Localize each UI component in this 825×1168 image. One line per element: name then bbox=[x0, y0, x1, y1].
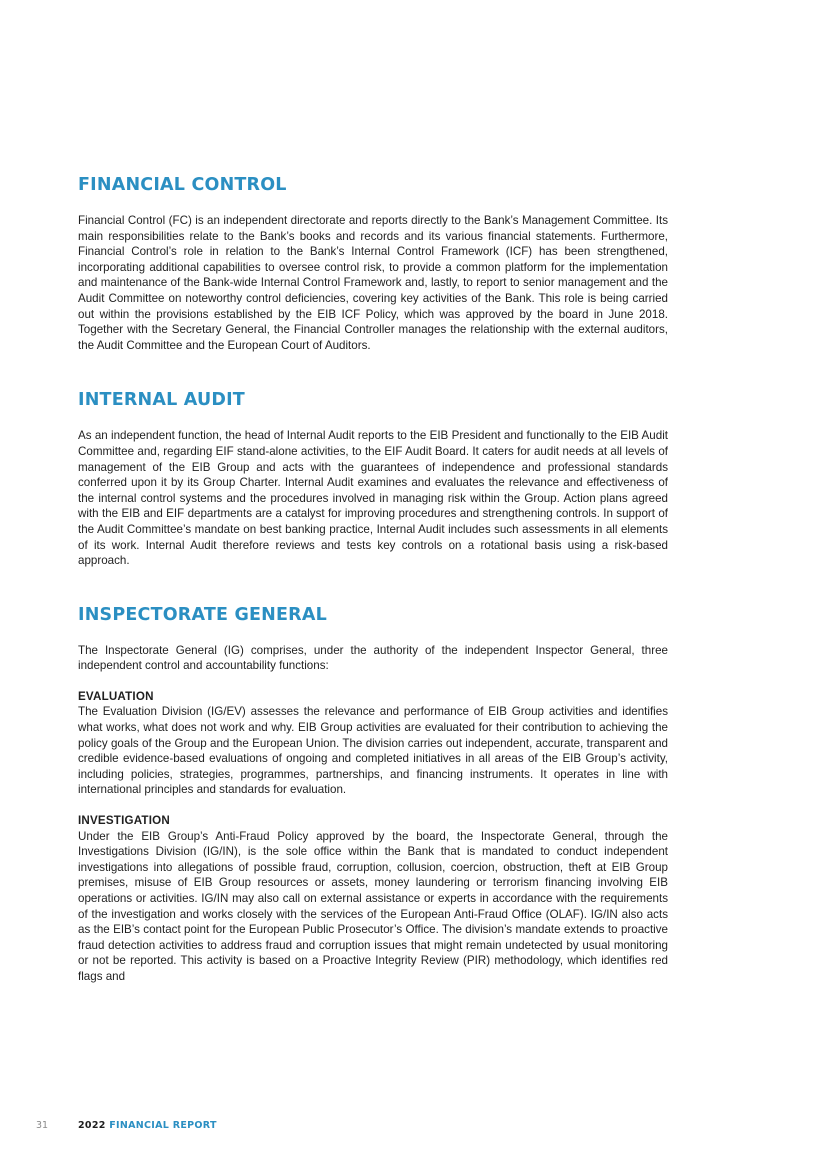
subsection-investigation bbox=[78, 813, 668, 985]
paragraph-inspectorate-intro: The Inspectorate General (IG) comprises, under the authority of the independent Inspector General, three independent control and accountability functions: bbox=[78, 643, 668, 673]
report-year: 2022 bbox=[78, 1120, 106, 1131]
paragraph-internal-audit: As an independent function, the head of Internal Audit reports to the EIB President and functionally to the EIB Audit Committee and, regarding EIF stand-alone activities, to the EIF Audit Board. It caters for audit needs at all levels of management of the EIB Group and acts with the guarantees of independence and professional standards conferred upon it by its Group Charter. Internal Audit examines and evaluates the relevance and effectiveness of the internal control systems and the procedures involved in managing risk within the Group. Action plans agreed with the EIB and EIF departments are a catalyst for improving procedures and strengthening controls. In support of the Audit Committee’s mandate on best banking practice, Internal Audit includes such assessments in all elements of its work. Internal Audit therefore reviews and tests key controls on a rotational basis using a risk-based approach. bbox=[78, 429, 668, 568]
paragraph-investigation: Under the EIB Group’s Anti-Fraud Policy approved by the board, the Inspectorate General, through the Investigations Division (IG/IN), is the sole office within the Bank that is mandated to conduct independent investigations into allegations of possible fraud, corruption, collusion, coercion, obstruction, theft at EIB Group premises, misuse of EIB Group resources or assets, money laundering or terrorism financing involving EIB operations or activities. IG/IN may also call on external assistance or experts in accordance with the requirements of the investigation and works closely with the services of the European Anti-Fraud Office (OLAF). IG/IN also acts as the EIB’s contact point for the European Public Prosecutor’s Office. The division’s mandate extends to proactive fraud detection activities to address fraud and corruption issues that might remain undetected by usual monitoring or not be reported. This activity is based on a Proactive Integrity Review (PIR) methodology, which identifies red flags and bbox=[78, 829, 668, 983]
section-internal-audit bbox=[78, 389, 668, 568]
report-title: FINANCIAL REPORT bbox=[109, 1120, 217, 1131]
page-number: 31 bbox=[36, 1120, 49, 1131]
report-label bbox=[78, 1119, 217, 1133]
heading-financial-control: FINANCIAL CONTROL bbox=[78, 175, 287, 195]
page-content bbox=[78, 174, 668, 985]
page-footer bbox=[0, 1119, 825, 1133]
section-financial-control bbox=[78, 174, 668, 353]
heading-internal-audit: INTERNAL AUDIT bbox=[78, 390, 245, 411]
paragraph-financial-control: Financial Control (FC) is an independent directorate and reports directly to the Bank’s Management Committee. Its main responsibilities relate to the Bank’s books and records and its various financial statements. Furthermore, Financial Control’s role in relation to the Bank’s Internal Control Framework (ICF) has been strengthened, incorporating additional capabilities to oversee control risk, to provide a common platform for the implementation and maintenance of the Bank-wide Internal Control Framework and, lastly, to report to senior management and the Audit Committee on noteworthy control deficiencies, covering key activities of the Bank. This role is being carried out within the provisions established by the EIB ICF Policy, which was approved by the board in June 2018. Together with the Secretary General, the Financial Controller manages the relationship with the external auditors, the Audit Committee and the European Court of Auditors. bbox=[78, 214, 668, 352]
paragraph-evaluation: The Evaluation Division (IG/EV) assesses the relevance and performance of EIB Group activities and identifies what works, what does not work and why. EIB Group activities are evaluated for their contribution to achieving the policy goals of the Group and the European Union. The division carries out independent, accurate, transparent and credible evidence-based evaluations of ongoing and completed initiatives in all areas of the EIB Group’s activity, including policies, strategies, programmes, partnerships, and financing instruments. It operates in line with international principles and standards for evaluation. bbox=[78, 705, 668, 797]
section-inspectorate-general bbox=[78, 604, 668, 985]
subheading-investigation: INVESTIGATION bbox=[78, 814, 170, 828]
subsection-evaluation bbox=[78, 689, 668, 798]
subheading-evaluation: EVALUATION bbox=[78, 689, 154, 703]
heading-inspectorate-general: INSPECTORATE GENERAL bbox=[78, 604, 327, 625]
